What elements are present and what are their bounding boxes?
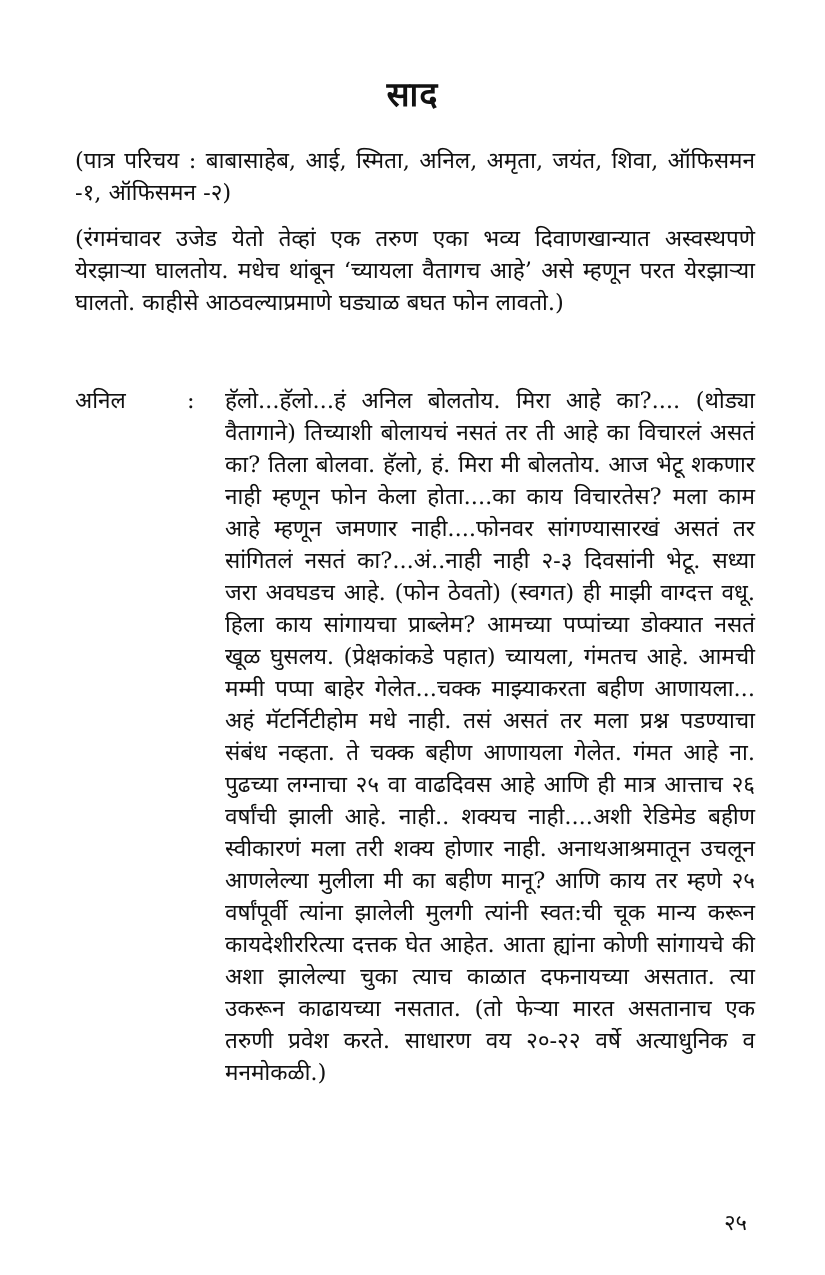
speaker-name: अनिल: [75, 388, 126, 414]
speaker-colon: :: [187, 388, 195, 414]
cast-introduction: (पात्र परिचय : बाबासाहेब, आई, स्मिता, अनिल, अमृता, जयंत, शिवा, ऑफिसमन -१, ऑफिसमन -२): [75, 148, 755, 206]
dialogue-text: हॅलो...हॅलो...हं अनिल बोलतोय. मिरा आहे का?.... (थोड्या वैतागाने) तिच्याशी बोलायचं नसतं तर ती आहे का विचारलं असतं का? तिला बोलवा. हॅलो, हं. मिरा मी बोलतोय. आज भेटू शकणार नाही म्हणून फोन केला होता....का काय विचारतेस? मला काम आहे म्हणून जमणार नाही....फोनवर सांगण्यासारखं असतं तर सांगितलं नसतं का?...अं..नाही नाही २-३ दिवसांनी भेटू. सध्या जरा अवघडच आहे. (फोन ठेवतो) (स्वगत) ही माझी वाग्दत्त वधू. हिला काय सांगायचा प्राब्लेम? आमच्या पप्पांच्या डोक्यात नसतं खूळ घुसलय. (प्रेक्षकांकडे पहात) च्यायला, गंमतच आहे. आमची मम्मी पप्पा बाहेर गेलेत...चक्क माझ्याकरता बहीण आणायला... अहं मॅटर्निटीहोम मधे नाही. तसं असतं तर मला प्रश्न पडण्याचा संबंध नव्हता. ते चक्क बहीण आणायला गेलेत. गंमत आहे ना. पुढच्या लग्नाचा २५ वा वाढदिवस आहे आणि ही मात्र आत्ताच २६ वर्षांची झाली आहे. नाही.. शक्यच नाही....अशी रेडिमेड बहीण स्वीकारणं मला तरी शक्य होणार नाही. अनाथआश्रमातून उचलून आणलेल्या मुलीला मी का बहीण मानू? आणि काय तर म्हणे २५ वर्षांपूर्वी त्यांना झालेली मुलगी त्यांनी स्वत:ची चूक मान्य करून कायदेशीररित्या दत्तक घेत आहेत. आता ह्यांना कोणी सांगायचे की अशा झालेल्या चुका त्याच काळात दफनायच्या असतात. त्या उकरून काढायच्या नसतात. (तो फेऱ्या मारत असतानाच एक तरुणी प्रवेश करते. साधारण वय २०-२२ वर्षे अत्याधुनिक व मनमोकळी.): [225, 388, 755, 1086]
page-title: साद: [386, 75, 439, 115]
page-number: २५: [724, 1211, 747, 1236]
stage-direction: (रंगमंचावर उजेड येतो तेव्हां एक तरुण एका भव्य दिवाणखान्यात अस्वस्थपणे येरझाऱ्या घालतोय. मधेच थांबून ‘च्यायला वैतागच आहे’ असे म्हणून परत येरझाऱ्या घालतो. काहीसे आठवल्याप्रमाणे घड्याळ बघत फोन लावतो.): [75, 226, 755, 316]
